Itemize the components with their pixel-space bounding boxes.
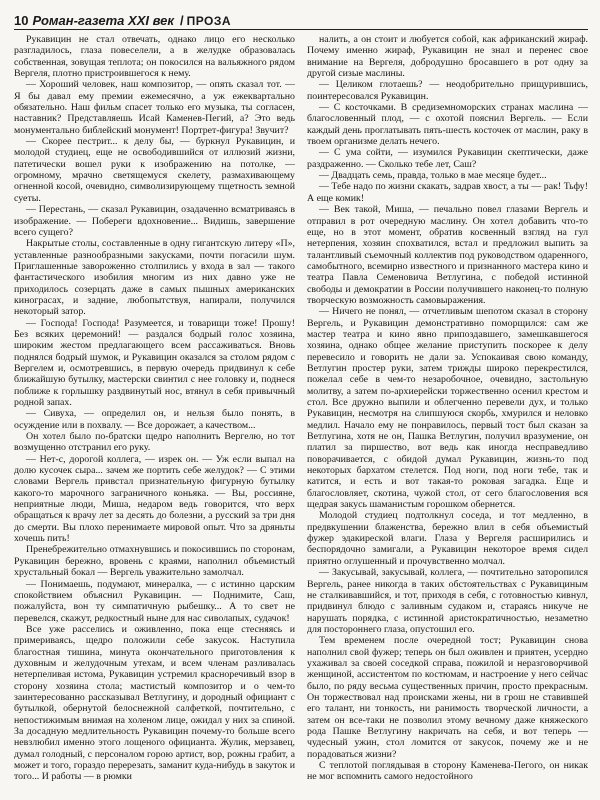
column-left (14, 34, 295, 796)
paragraph: Тем временем после очередной тост; Рукавицин снова наполнил свой фужер; теперь он был оживлен и приятен, усердно ухаживал за своей соседкой справа, пожилой и неразговорчивой женщиной, ассистентом по костюмам, и настроение у него сейчас было, по ряду весьма существенных причин, просто прекрасным. Он торжествовал над происками жены, ни в грош не ставившей его талант, ни тонкость, ни ранимость творческой личности, а затем он все-таки не позволил этому вечному даже княжеского рода Пашке Ветлугину накричать на себя, и вот теперь — чудесный ужин, стол ломится от закусок, почему же и не порадоваться жизни? (307, 635, 588, 760)
paragraph: — Целиком глотаешь? — неодобрительно прищурившись, поинтересовался Рукавицин. (307, 79, 588, 102)
paragraph: — Сивуха, — определил он, и нельзя было понять, в осуждение или в похвалу. — Все дорожает, а качеством... (14, 408, 295, 431)
paragraph: — С ума сойти, — изумился Рукавицин скептически, даже раздраженно. — Сколько тебе лет, Саш? (307, 147, 588, 170)
section-title: ПРОЗА (186, 14, 232, 28)
paragraph: Он хотел было по-братски щедро наполнить Вергелю, но тот возмущенно отстранил его руку. (14, 431, 295, 454)
paragraph: Накрытые столы, составленные в одну гигантскую литеру «П», уставленные разнообразными закусками, почти погасили шум. Приглашенные завороженно столпились у входа в зал — такого фантастического изобилия многим из них давно уже не приходилось созерцать даже в самых пышных американских кинограсах, и задние, любопытствуя, напирали, получился некоторый затор. (14, 238, 295, 318)
journal-title: Роман-газета XXI век (32, 13, 174, 28)
paragraph: — Господа! Господа! Разумеется, и товарищи тоже! Прошу! Без всяких церемоний! — раздался бодрый голос хозяина, широким жестом предлагающего всем рассаживаться. Вновь поднялся бодрый шумок, и Рукавицин оказался за столом рядом с Вергелем и, осмотревшись, в первую очередь придвинул к себе ближайшую бутылку, мастерски свинтил с нее головку и, поднеся поближе к горлышку раздвинутый нос, втянул в себя привычный родной запах. (14, 317, 295, 408)
paragraph: — Скорее пестрит... к делу бы, — буркнул Рукавицин, и молодой студиец, еще не освободившийся от иллюзий жизни, патетически вошел руки к изображению на потолке, — огромному, мрачно светящемуся скелету, размахивающему огненной косой, очевидно, символизирующему тщетность земной суеты. (14, 136, 295, 204)
header-separator: / (179, 13, 184, 28)
paragraph: Все уже расселись и оживленно, пока еще стесняясь и примериваясь, щедро положили себе закусок. Наступила благостная тишина, минута окончательного приготовления к духовным и желудочным утехам, и всем членам разливалась нетерпеливая истома, Рукавицин устремил красноречивый взор в сторону хозяина стола; мастистый композитор и о чем-то заинтересованно рассказывал Ветлугину, и дородный официант с бутылкой, обернутой белоснежной салфеткой, почтительно, с непостижимым внимая на холеном лице, ожидал у них за спиной. За досадную медлительность Рукавицин почему-то больше всего невзлюбил именно этого лощеного официанта. Жулик, мерзавец, думал голодный, с персоналом горою артист, вор, рожны грабит, а может и того, гораздо перерезать, заманит куда-нибудь в закуток и того... И работы — в рюмки (14, 623, 295, 783)
paragraph: — Тебе надо по жизни скакать, задрав хвост, а ты — рак! Тьфу! А еще комик! (307, 181, 588, 204)
paragraph: — Понимаешь, подумают, минералка, — с истинно царским спокойствием объяснил Рукавицин. — Поднимите, Саш, пожалуйста, вон ту симпатичную рыбешку... А то свет не перевелся, скажут, редкостный ныне для нас сиволапых, судачок! (14, 578, 295, 624)
paragraph: Пренебрежительно отмахнувшись и покосившись по сторонам, Рукавицин бережно, вровень с краями, наполнил объемистый хрустальный бокал — Вергель уважительно замолчал. (14, 544, 295, 579)
page-number: 10 (14, 13, 29, 28)
header-rule (14, 29, 588, 30)
paragraph: — Закусывай, закусывай, коллега, — почтительно заторопился Вергель, ранее никогда в таких обстоятельствах с Рукавициным не сталкивавшийся, и тот, приходя в себя, с готовностью кивнул, придвинул блюдо с заливным судаком и, стараясь никуче не нарушать порядка, с истинной аристократичностью, незаметно для постороннего глаза, опустошил его. (307, 567, 588, 635)
paragraph: — Перестань, — сказал Рукавицин, озадаченно всматриваясь в изображение. — Побереги вдохновение... Видишь, завершение всего сущего? (14, 204, 295, 238)
paragraph: — Ничего не понял, — отчетливым шепотом сказал в сторону Вергель, и Рукавицин демонстративно поморщился: сам же мастер театра и кино явно припоздавшего, замешкавшегося хозяина, однако общее желание приступить поскорее к делу перевесило и говорить не дали за. Успокаивая свою команду, Ветлугин простер руки, затем трижды широко перекрестился, пожелал себе в чем-то незаробочное, очевидно, застольную молитву, а затем по-архиерейски торжественно осенил крестом и стол. Все дружно выпили и облегченно перевели дух, и только Рукавицин, несмотря на слипшуюся скорбь, хмурился и неловко медлил. Начало ему не понравилось, первый тост был сказан за Ветлугина, хотя не он, Пашка Ветлугин, получил вразумение, он платил за пиршество, вот ведь как иногда несправедливо поворачивается, с обидой думал Рукавицин, жизнь-то под некоторых бархатом стелется. Под ноги, под ноги тебе, так и катится, и есть и вот такая-то роковая загадка. Еще и благословляет, скотина, чужой стол, от сего благословения вся щедрая закусь шаманистым горошком обернется. (307, 306, 588, 511)
paragraph: — Нет-с, дорогой коллега, — изрек он. — Уж если выпал на долю кусочек сыра... зачем же портить себе желудок? — С этими словами Вергель привстал признательную фигурную бутылку какого-то марочного заграничного коньяка. — Вы, россияне, неприятные люди, Миша, недаром ведь говорится, что верх обращаться к врачу лет за десять до болезни, а русский за три дня до смерти. Вы плохо перенимаете мировой опыт. Что за дряньты хочешь пить! (14, 453, 295, 545)
paragraph: — Век такой, Миша, — печально повел глазами Вергель и отправил в рот очередную маслину. Он хотел добавить что-то еще, но в этот момент, обратив косвенный взгляд на гул нетерпения, хозяин спохватился, встал и предложил выпить за талантливый съемочный коллектив под руководством одаренного, самобытного, всемирно известного и признанного мастера кино и театра Павла Семеновича Ветлугина, с победой истинной свободы и демократии в России получившего наконец-то полную творческую возможность самовыражения. (307, 204, 588, 306)
paragraph: налить, а он стоит и любуется собой, как африканский жираф. Почему именно жираф, Рукавицин не знал и перенес свое внимание на Вергеля, добродушно бросавшего в рот одну за другой сизые маслины. (307, 34, 588, 80)
paragraph: — Хороший человек, наш композитор, — опять сказал тот. — Я бы давал ему премии ежемесячно, а уж ежеквартально обязательно. Наш фильм спасет только его музыка, ты согласен, наставник? Представляешь Исай Каменев-Пегий, а? Это ведь монументально библейский монумент! Портрет-фигура! Звучит? (14, 79, 295, 136)
paragraph: С теплотой поглядывая в сторону Каменева-Пегого, он никак не мог вспомнить самого недостойного (307, 760, 588, 783)
paragraph: — Двадцать семь, правда, только в мае месяце будет... (319, 170, 547, 182)
paragraph: Молодой студиец подтолкнул соседа, и тот медленно, в предвкушении блаженства, бережно влил в себя объемистый фужер эдакиреской влаги. Глаза у Вергеля расширились и беспорядочно замигали, а Рукавицин некоторое время сидел приятно оглушенный и прочувственно молчал. (307, 510, 588, 567)
column-right (307, 34, 588, 796)
paragraph: Рукавицин не стал отвечать, однако лицо его несколько разгладилось, глаза повеселели, а в желудке образовалась собственная, зовущая теплота; он покосился на вальяжного рядом Вергеля, плотно пристроившегося к нему. (14, 34, 295, 80)
text-columns (14, 34, 588, 796)
paragraph: — С косточками. В средиземноморских странах маслина — благословенный плод, — с охотой пояснил Вергель. — Если каждый день проглатывать пять-шесть косточек от маслин, раку в твоем организме делать нечего. (307, 102, 588, 148)
page-header (14, 6, 588, 28)
